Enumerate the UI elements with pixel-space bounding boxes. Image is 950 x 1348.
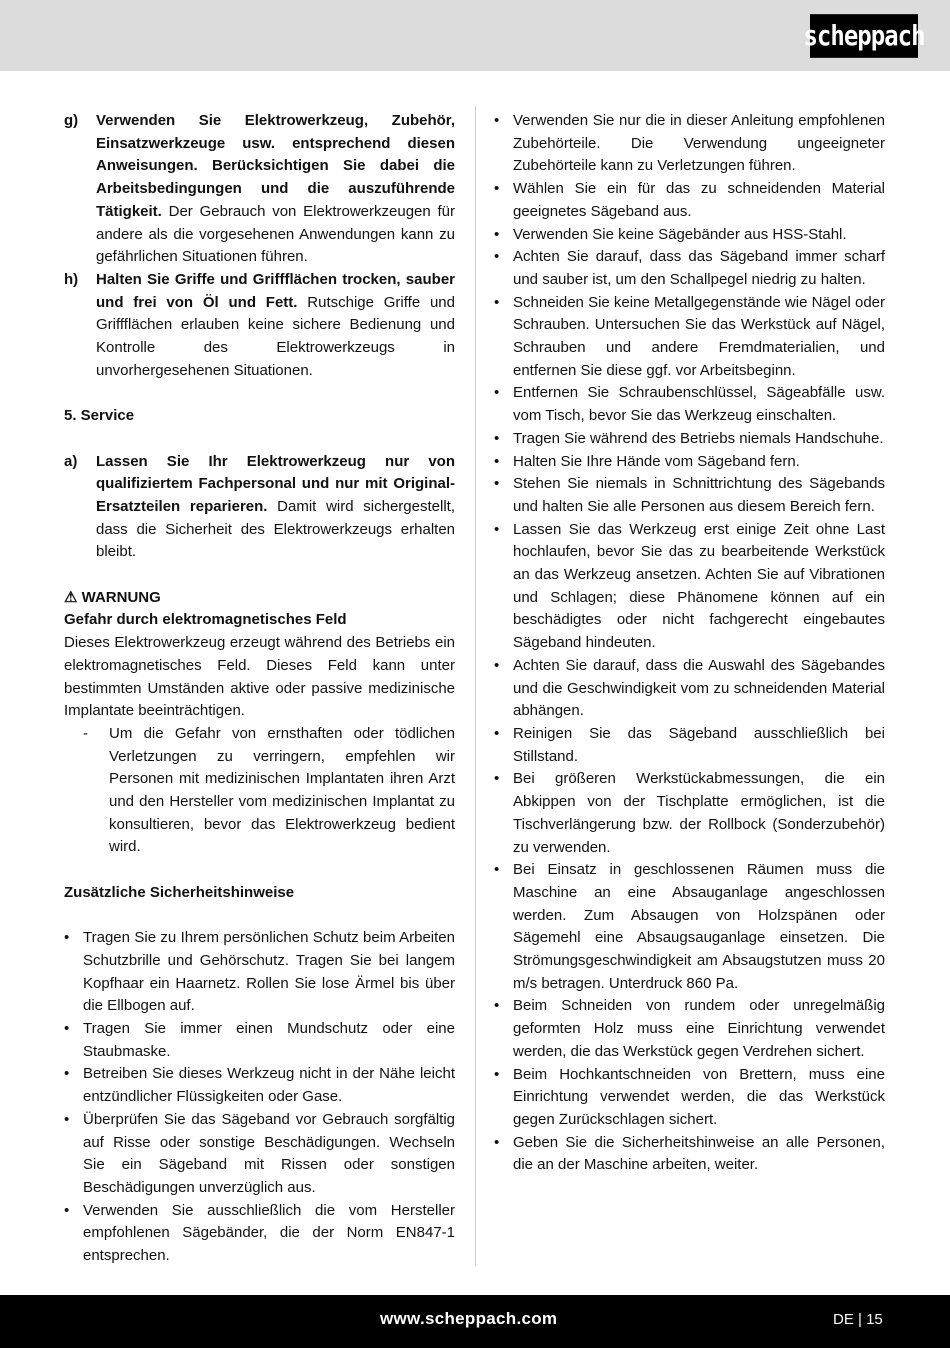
extra-heading: Zusätzliche Sicherheitshinweise bbox=[64, 883, 295, 901]
column-divider bbox=[475, 106, 476, 1266]
bullet-icon: • bbox=[494, 112, 500, 129]
bullet-item: • Verwenden Sie keine Sägebänder aus HSS-Stahl. bbox=[494, 224, 885, 247]
warning-heading: ⚠ WARNUNG bbox=[64, 588, 161, 606]
bullet-item: • Beim Schneiden von rundem oder unregelmäßig geformten Holz muss eine Einrichtung verwendet werden, die das Werkstück gegen Verdrehen sichert. bbox=[494, 995, 885, 1063]
right-column bbox=[494, 110, 885, 1177]
footer-bar bbox=[0, 1295, 950, 1348]
bullet-item: • Verwenden Sie ausschließlich die vom Hersteller empfohlenen Sägebänder, die der Norm EN847-1 entsprechen. bbox=[64, 1200, 455, 1268]
bullet-item: • Bei Einsatz in geschlossenen Räumen muss die Maschine an eine Absauganlage angeschlossen werden. Zum Absaugen von Holzspänen oder Sägemehl eine Absaugsauganlage einsetzen. Die Strömungsgeschwindigkeit am Absaugstutzen muss 20 m/s betragen. Unterdruck 860 Pa. bbox=[494, 859, 885, 995]
bullet-icon: • bbox=[494, 770, 500, 788]
bullet-icon: • bbox=[494, 1133, 500, 1151]
website-link[interactable]: www.scheppach.com bbox=[380, 1309, 558, 1328]
bullet-icon: • bbox=[494, 452, 500, 470]
bullet-icon: • bbox=[494, 997, 500, 1015]
left-column bbox=[64, 110, 455, 1268]
service-heading: 5. Service bbox=[64, 407, 135, 425]
bullet-item: • Lassen Sie das Werkzeug erst einige Zeit ohne Last hochlaufen, bevor Sie das zu bearbeitende Werkstück an das Werkzeug ansetzen. Achten Sie auf Vibrationen und Schlagen; diese Phänomene können auf ein beschädigtes oder nicht fachgerecht eingebautes Sägeband hindeuten. bbox=[494, 519, 885, 655]
bullet-icon: • bbox=[64, 1065, 70, 1083]
bullet-icon: • bbox=[494, 429, 500, 447]
bullet-item: • Geben Sie die Sicherheitshinweise an alle Personen, die an der Maschine arbeiten, weiter. bbox=[494, 1132, 885, 1177]
bullet-icon: • bbox=[494, 475, 500, 493]
bullet-item: • Tragen Sie zu Ihrem persönlichen Schutz beim Arbeiten Schutzbrille und Gehörschutz. Tragen Sie bei langem Kopfhaar ein Haarnetz. Rollen Sie lose Ärmel bis über die Ellbogen auf. bbox=[64, 927, 455, 1018]
header-bar bbox=[0, 0, 950, 71]
bullet-item: • Tragen Sie immer einen Mundschutz oder eine Staubmaske. bbox=[64, 1018, 455, 1063]
bullet-icon: • bbox=[64, 929, 70, 947]
bullet-item: • Entfernen Sie Schraubenschlüssel, Sägeabfälle usw. vom Tisch, bevor Sie das Werkzeug einschalten. bbox=[494, 382, 885, 427]
bullet-icon: • bbox=[494, 180, 500, 198]
service-item-a: a) Lassen Sie Ihr Elektrowerkzeug nur von qualifiziertem Fachpersonal und nur mit Original-Ersatzteilen reparieren. Damit wird sichergestellt, dass die Sicherheit des Elektrowerkzeugs erhalten bleibt. bbox=[64, 452, 455, 561]
bullet-icon: • bbox=[494, 724, 500, 742]
instruction-item: h) Halten Sie Griffe und Griffflächen trocken, sauber und frei von Öl und Fett. Rutschige Griffe und Griffflächen erlauben keine sichere Bedienung und Kontrolle des Elektrowerkzeugs in unvorhergesehenen Situationen. bbox=[64, 270, 455, 379]
brand-logo: scheppach bbox=[810, 14, 918, 58]
bullet-icon: • bbox=[494, 293, 500, 311]
bullet-icon: • bbox=[494, 1065, 500, 1083]
bullet-item: • Bei größeren Werkstückabmessungen, die ein Abkippen von der Tischplatte ermöglichen, ist die Tischverlängerung bzw. der Rollbock (Sonderzubehör) zu verwenden. bbox=[494, 768, 885, 859]
bullet-icon: • bbox=[494, 384, 500, 402]
bullet-item: • Achten Sie darauf, dass die Auswahl des Sägebandes und die Geschwindigkeit vom zu schneidenden Material abhängen. bbox=[494, 655, 885, 723]
bullet-item: • Überprüfen Sie das Sägeband vor Gebrauch sorgfältig auf Risse oder sonstige Beschädigungen. Wechseln Sie ein Sägeband mit Rissen oder sonstigen Beschädigungen unverzüglich aus. bbox=[64, 1109, 455, 1200]
bullet-item: • Achten Sie darauf, dass das Sägeband immer scharf und sauber ist, um den Schallpegel niedrig zu halten. bbox=[494, 246, 885, 291]
page-number: DE | 15 bbox=[833, 1311, 883, 1328]
bullet-icon: • bbox=[494, 225, 500, 243]
bullet-item: • Betreiben Sie dieses Werkzeug nicht in der Nähe leicht entzündlicher Flüssigkeiten oder Gase. bbox=[64, 1063, 455, 1108]
bullet-item: • Verwenden Sie nur die in dieser Anleitung empfohlenen Zubehörteile. Die Verwendung ungeeigneter Zubehörteile kann zu Verletzungen führen. bbox=[494, 110, 885, 178]
bullet-icon: • bbox=[64, 1110, 70, 1128]
bullet-item: • Halten Sie Ihre Hände vom Sägeband fern. bbox=[494, 451, 885, 474]
bullet-icon: • bbox=[494, 656, 500, 674]
warning-title: Gefahr durch elektromagnetisches Feld bbox=[64, 611, 347, 629]
bullet-icon: • bbox=[494, 248, 500, 266]
instruction-item: g) Verwenden Sie Elektrowerkzeug, Zubehör, Einsatzwerkzeuge usw. entsprechend diesen Anweisungen. Berücksichtigen Sie dabei die Arbeitsbedingungen und die auszuführende Tätigkeit. Der Gebrauch von Elektrowerkzeugen für andere als die vorgesehenen Anwendungen kann zu gefährlichen Situationen führen. bbox=[64, 112, 455, 266]
bullet-item: • Reinigen Sie das Sägeband ausschließlich bei Stillstand. bbox=[494, 723, 885, 768]
bullet-icon: • bbox=[64, 1201, 70, 1219]
bullet-item: • Beim Hochkantschneiden von Brettern, muss eine Einrichtung verwendet werden, die das Werkstück gegen Zurückschlagen sichert. bbox=[494, 1064, 885, 1132]
bullet-icon: • bbox=[64, 1020, 70, 1038]
bullet-icon: • bbox=[494, 520, 500, 538]
bullet-item: • Tragen Sie während des Betriebs niemals Handschuhe. bbox=[494, 428, 885, 451]
bullet-item: • Schneiden Sie keine Metallgegenstände wie Nägel oder Schrauben. Untersuchen Sie das Werkstück auf Nägel, Schrauben und andere Fremdmaterialien, und entfernen Sie diese ggf. vor Arbeitsbeginn. bbox=[494, 292, 885, 383]
warning-dash-item: - Um die Gefahr von ernsthaften oder tödlichen Verletzungen zu verringern, empfehlen wir Personen mit medizinischen Implantaten ihren Arzt und den Hersteller vom medizinischen Implantat zu konsultieren, bevor das Elektrowerkzeug bedient wird. bbox=[83, 724, 455, 856]
bullet-icon: • bbox=[494, 861, 500, 879]
bullet-item: • Stehen Sie niemals in Schnittrichtung des Sägebands und halten Sie alle Personen aus diesem Bereich fern. bbox=[494, 473, 885, 518]
warning-text: Dieses Elektrowerkzeug erzeugt während des Betriebs ein elektromagnetisches Feld. Dieses Feld kann unter bestimmten Umständen aktive oder passive medizinische Implantate beeinträchtigen. bbox=[64, 634, 455, 720]
warning-triangle-icon: ⚠ bbox=[64, 588, 78, 606]
bullet-item: • Wählen Sie ein für das zu schneidenden Material geeignetes Sägeband aus. bbox=[494, 178, 885, 223]
